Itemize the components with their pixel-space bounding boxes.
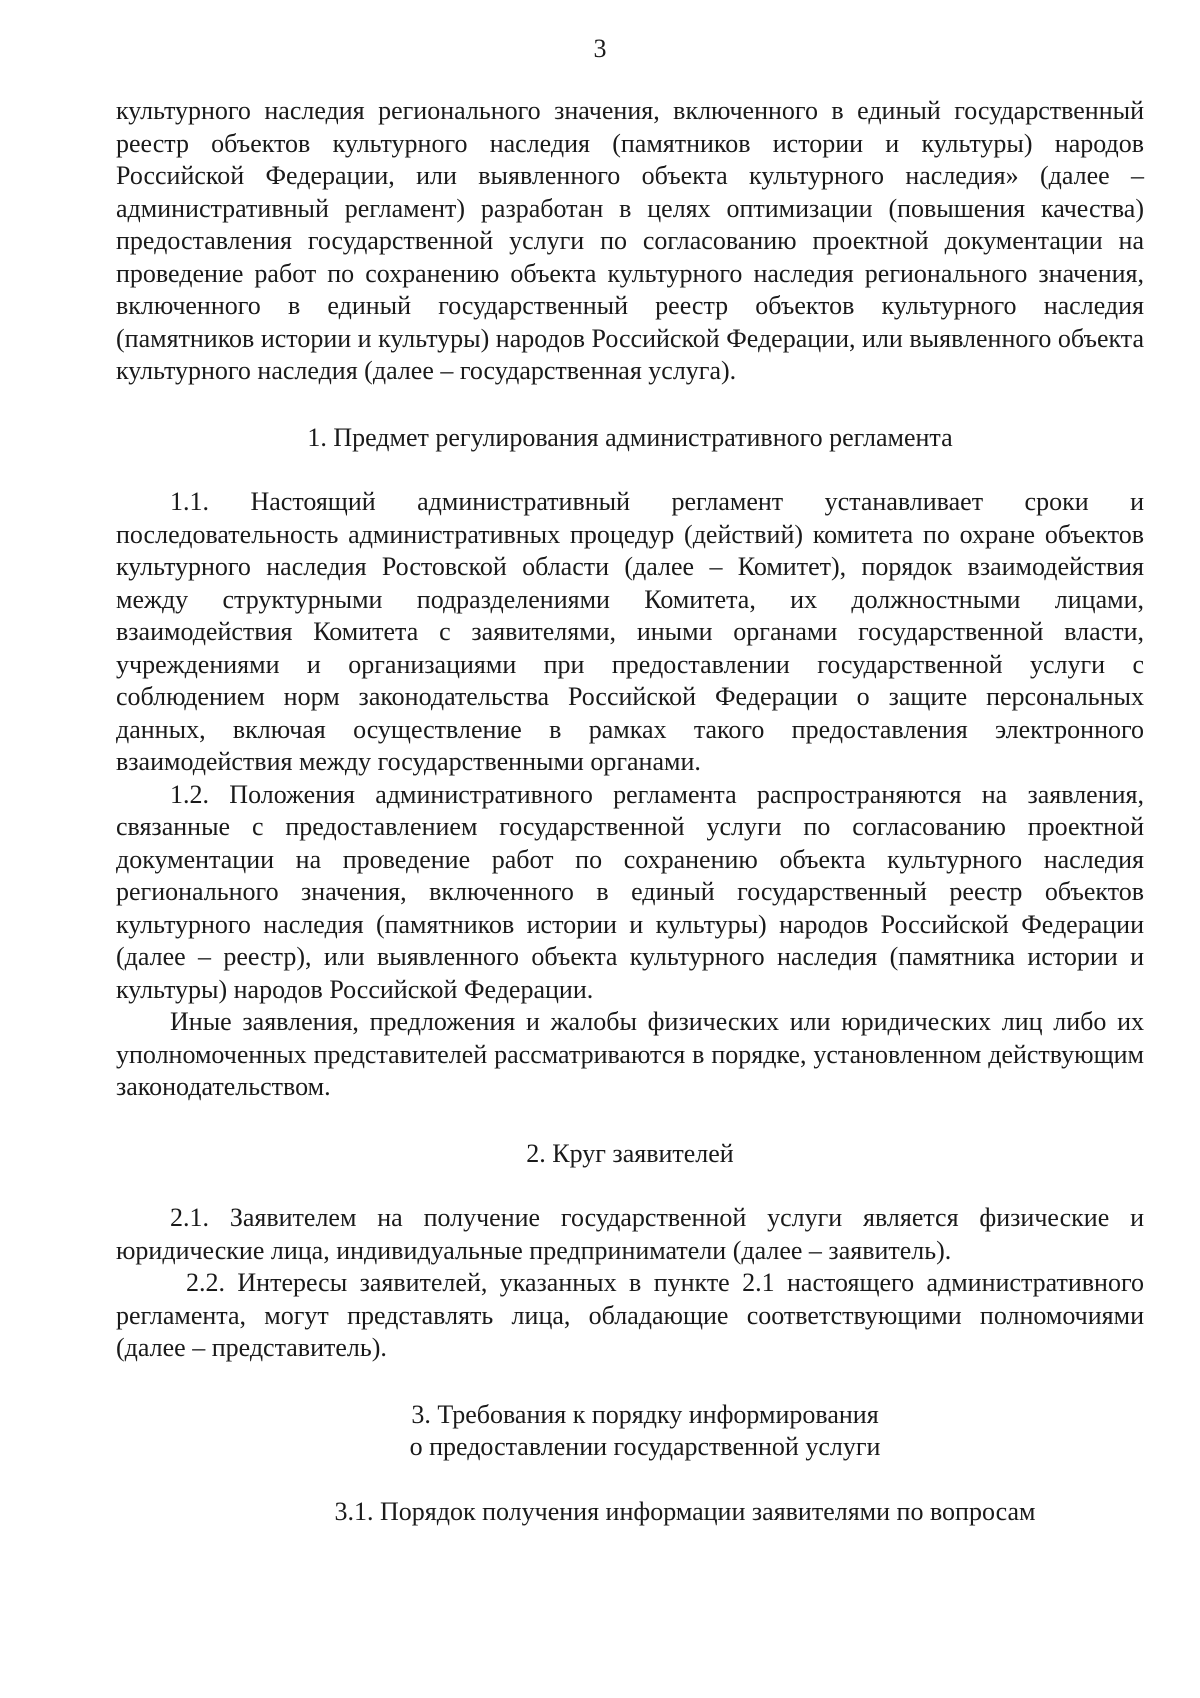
paragraph-1-2: 1.2. Положения административного регламента распространяются на заявления, связанные с предоставлением государственной услуги по согласованию проектной документации на проведение работ по сохранению объекта культурного наследия регионального значения, включенного в единый государственный реестр объектов культурного наследия (памятников истории и культуры) народов Российской Федерации (далее – реестр), или выявленного объекта культурного наследия (памятника истории и культуры) народов Российской Федерации. bbox=[116, 779, 1144, 1004]
section-1-heading: 1. Предмет регулирования административного регламента bbox=[307, 422, 953, 452]
section-3-heading-line-2: о предоставлении государственной услуги bbox=[409, 1432, 881, 1461]
intro-paragraph: культурного наследия регионального значения, включенного в единый государственный реестр объектов культурного наследия (памятников истории и культуры) народов Российской Федерации, или выявленного объекта культурного наследия» (далее – административный регламент) разработан в целях оптимизации (повышения качества) предоставления государственной услуги по согласованию проектной документации на проведение работ по сохранению объекта культурного наследия регионального значения, включенного в единый государственный реестр объектов культурного наследия (памятников истории и культуры) народов Российской Федерации, или выявленного объекта культурного наследия (далее – государственная услуга). bbox=[116, 96, 1144, 385]
paragraph-1-3: Иные заявления, предложения и жалобы физических или юридических лиц либо их уполномоченных представителей рассматриваются в порядке, установленном действующим законодательством. bbox=[116, 1007, 1144, 1101]
document-body bbox=[116, 95, 1144, 1528]
paragraph-2-2: 2.2. Интересы заявителей, указанных в пункте 2.1 настоящего административного регламента, могут представлять лица, обладающие соответствующими полномочиями (далее – представитель). bbox=[116, 1268, 1144, 1362]
paragraph-2-1: 2.1. Заявителем на получение государственной услуги является физические и юридические лица, индивидуальные предприниматели (далее – заявитель). bbox=[116, 1203, 1144, 1265]
paragraph-1-1: 1.1. Настоящий административный регламент устанавливает сроки и последовательность административных процедур (действий) комитета по охране объектов культурного наследия Ростовской области (далее – Комитет), порядок взаимодействия между структурными подразделениями Комитета, их должностными лицами, взаимодействия Комитета с заявителями, иными органами государственной власти, учреждениями и организациями при предоставлении государственной услуги с соблюдением норм законодательства Российской Федерации о защите персональных данных, включая осуществление в рамках такого предоставления электронного взаимодействия между государственными органами. bbox=[116, 487, 1144, 776]
subsection-3-1-heading: 3.1. Порядок получения информации заявителями по вопросам bbox=[334, 1496, 1036, 1526]
page-number: 3 bbox=[593, 34, 607, 63]
section-2-heading: 2. Круг заявителей bbox=[526, 1138, 734, 1168]
section-3-heading-line-1: 3. Требования к порядку информирования bbox=[411, 1399, 879, 1429]
